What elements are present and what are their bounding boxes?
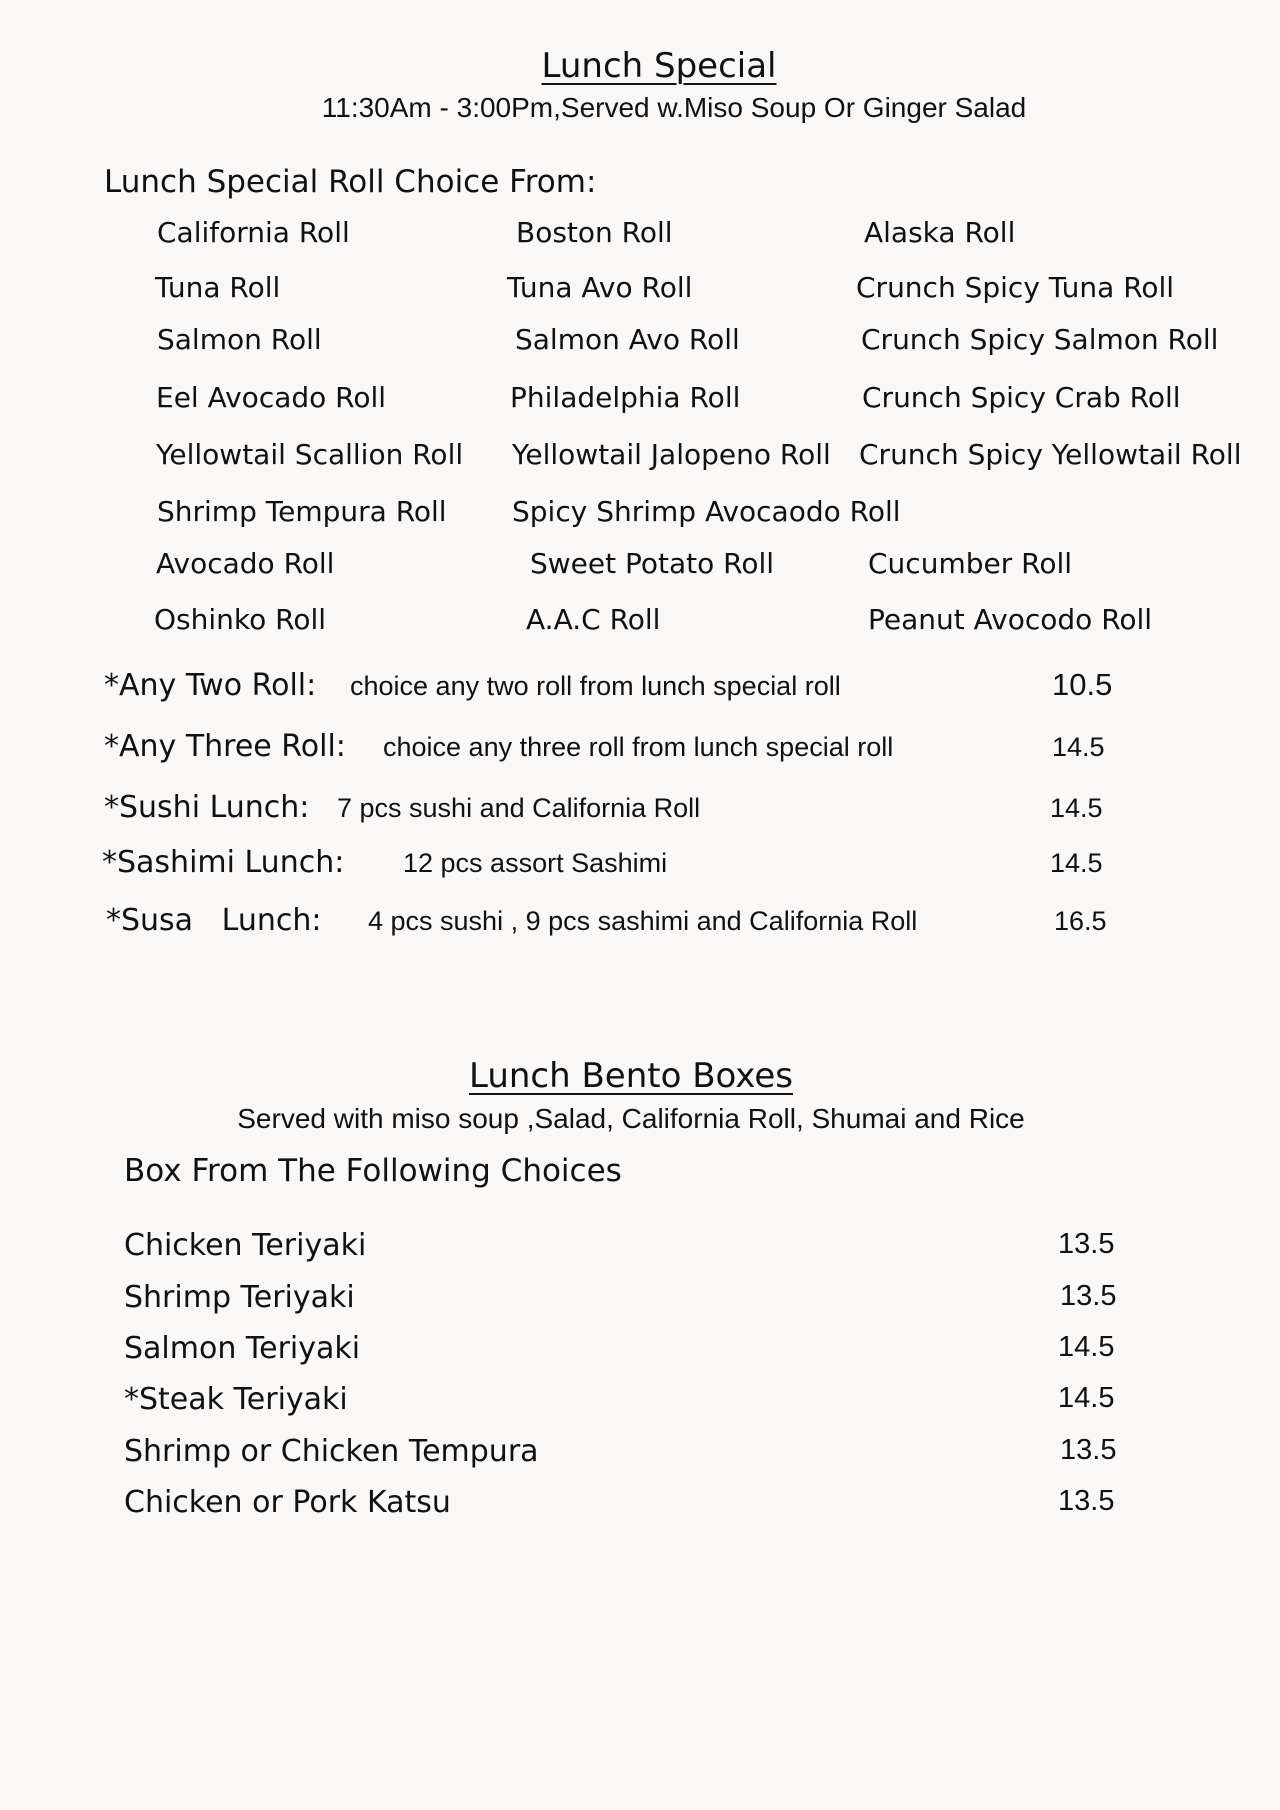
roll-item: Salmon Roll	[157, 323, 322, 356]
special-name: *Any Three Roll:	[104, 729, 346, 764]
special-item	[0, 790, 1280, 834]
roll-item: Avocado Roll	[156, 547, 335, 580]
bento-title: Lunch Bento Boxes	[468, 1056, 793, 1096]
roll-row	[0, 323, 1280, 363]
bento-item	[0, 1280, 1280, 1324]
bento-price: 13.5	[1060, 1280, 1117, 1312]
roll-item: Spicy Shrimp Avocaodo Roll	[512, 495, 901, 528]
roll-item: Salmon Avo Roll	[515, 323, 740, 356]
roll-item: A.A.C Roll	[526, 603, 661, 636]
bento-subtitle: Served with miso soup ,Salad, California Roll, Shumai and Rice	[237, 1103, 1025, 1134]
special-price: 14.5	[1050, 848, 1103, 878]
roll-item: Eel Avocado Roll	[156, 381, 387, 414]
roll-item: Tuna Roll	[155, 271, 281, 304]
special-desc: choice any three roll from lunch special roll	[383, 732, 894, 762]
special-price: 16.5	[1054, 906, 1107, 936]
special-price: 10.5	[1052, 667, 1113, 702]
special-desc: 12 pcs assort Sashimi	[403, 848, 668, 878]
bento-name: Chicken or Pork Katsu	[124, 1485, 451, 1520]
bento-item	[0, 1485, 1280, 1529]
roll-item: Yellowtail Scallion Roll	[156, 438, 464, 471]
bento-name: *Steak Teriyaki	[124, 1382, 348, 1417]
roll-item: Sweet Potato Roll	[530, 547, 775, 580]
roll-item: Cucumber Roll	[868, 547, 1073, 580]
roll-item: Philadelphia Roll	[510, 381, 741, 414]
roll-item: Crunch Spicy Tuna Roll	[856, 271, 1175, 304]
bento-name: Shrimp or Chicken Tempura	[124, 1434, 539, 1469]
roll-row	[0, 438, 1280, 478]
roll-row	[0, 216, 1280, 256]
roll-row	[0, 381, 1280, 421]
special-desc: 4 pcs sushi , 9 pcs sashimi and California Roll	[368, 906, 918, 936]
roll-item: Shrimp Tempura Roll	[157, 495, 447, 528]
special-item	[0, 668, 1280, 712]
bento-price: 13.5	[1058, 1228, 1115, 1260]
special-item	[0, 729, 1280, 773]
roll-item: Crunch Spicy Crab Roll	[862, 381, 1181, 414]
special-price: 14.5	[1050, 793, 1103, 823]
roll-row	[0, 271, 1280, 311]
roll-row	[0, 547, 1280, 587]
roll-item: Alaska Roll	[864, 216, 1016, 249]
roll-item: Crunch Spicy Salmon Roll	[861, 323, 1219, 356]
roll-row	[0, 495, 1280, 535]
bento-name: Salmon Teriyaki	[124, 1331, 361, 1366]
lunch-special-subtitle: 11:30Am - 3:00Pm,Served w.Miso Soup Or Ginger Salad	[321, 92, 1027, 123]
bento-heading: Box From The Following Choices	[124, 1153, 622, 1189]
lunch-special-title: Lunch Special	[541, 46, 777, 86]
bento-price: 14.5	[1058, 1382, 1115, 1414]
roll-item: Tuna Avo Roll	[507, 271, 693, 304]
special-price: 14.5	[1052, 732, 1105, 762]
special-item	[0, 845, 1280, 889]
special-desc: choice any two roll from lunch special roll	[350, 671, 841, 701]
roll-item: Crunch Spicy Yellowtail Roll	[859, 438, 1242, 471]
bento-price: 13.5	[1060, 1434, 1117, 1466]
roll-item: Peanut Avocodo Roll	[868, 603, 1153, 636]
bento-item	[0, 1382, 1280, 1426]
bento-item	[0, 1331, 1280, 1375]
bento-name: Shrimp Teriyaki	[124, 1280, 355, 1315]
bento-item	[0, 1434, 1280, 1478]
special-name: *Sushi Lunch:	[104, 790, 310, 825]
roll-item: Boston Roll	[516, 216, 673, 249]
bento-price: 13.5	[1058, 1485, 1115, 1517]
roll-item: Oshinko Roll	[154, 603, 327, 636]
special-name: *Sashimi Lunch:	[102, 845, 345, 880]
bento-item	[0, 1228, 1280, 1272]
roll-choice-heading: Lunch Special Roll Choice From:	[104, 164, 597, 200]
bento-name: Chicken Teriyaki	[124, 1228, 367, 1263]
special-name: *Any Two Roll:	[104, 668, 317, 703]
roll-item: Yellowtail Jalopeno Roll	[512, 438, 831, 471]
special-name: *Susa Lunch:	[106, 903, 322, 938]
bento-price: 14.5	[1058, 1331, 1115, 1363]
roll-row	[0, 603, 1280, 643]
roll-item: California Roll	[157, 216, 350, 249]
special-desc: 7 pcs sushi and California Roll	[337, 793, 701, 823]
special-item	[0, 903, 1280, 947]
